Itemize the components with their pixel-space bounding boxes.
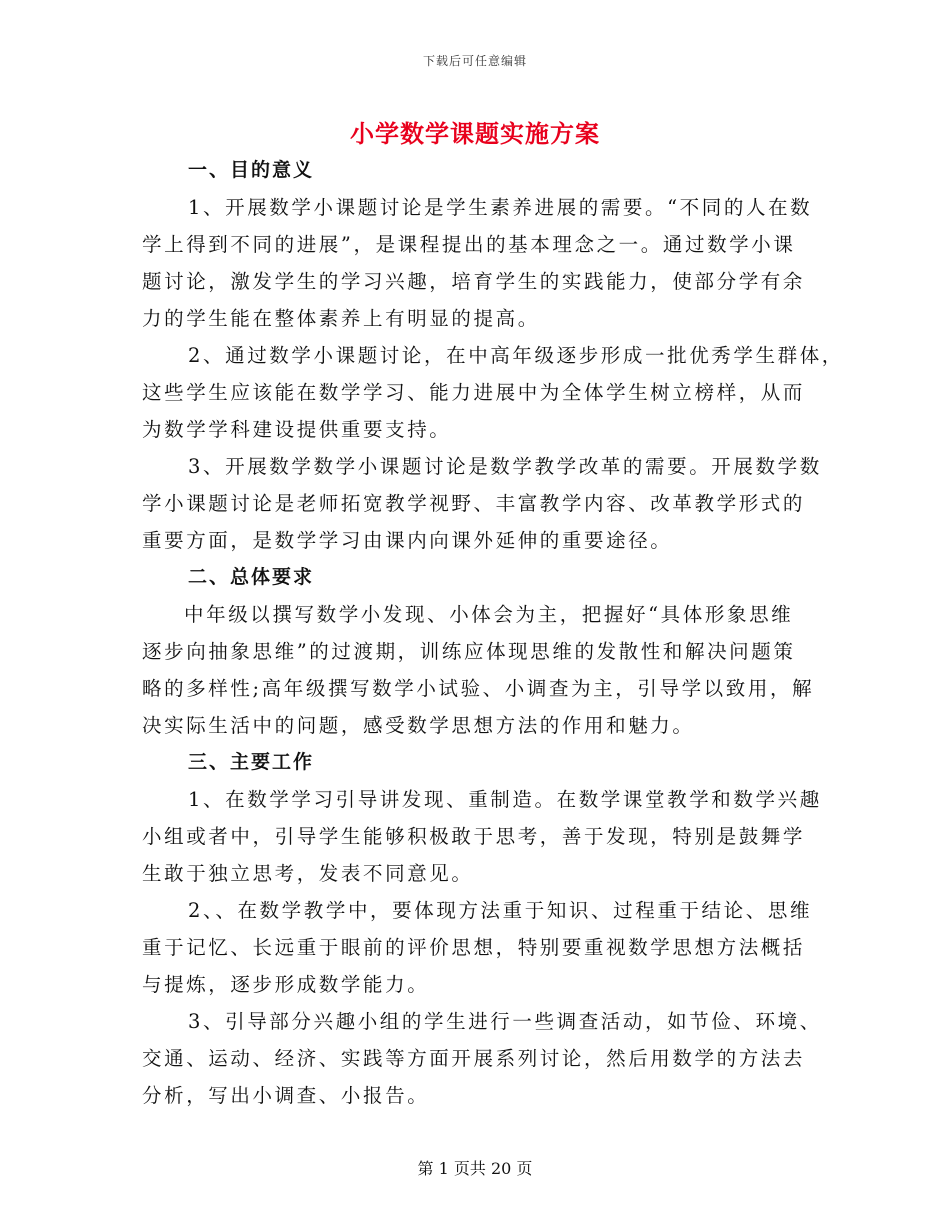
text-line: 学上得到不同的进展”，是课程提出的基本理念之一。通过数学小课 — [142, 233, 796, 256]
text-line: 与提炼，逐步形成数学能力。 — [142, 973, 430, 996]
header-note: 下载后可任意编辑 — [422, 54, 527, 68]
text-line: 分析，写出小调查、小报告。 — [142, 1084, 430, 1107]
text-line: 1、开展数学小课题讨论是学生素养进展的需要。“不同的人在数 — [188, 196, 813, 219]
paragraph — [142, 189, 812, 337]
text-line: 学小课题讨论是老师拓宽教学视野、丰富教学内容、改革教学形式的 — [142, 492, 806, 515]
paragraph — [142, 596, 815, 744]
page-number-footer: 第 1 页共 20 页 — [417, 1159, 533, 1178]
text-line: 交通、运动、经济、实践等方面开展系列讨论，然后用数学的方法去 — [142, 1047, 806, 1070]
text-line: 略的多样性;高年级撰写数学小试验、小调查为主，引导学以致用，解 — [142, 677, 815, 700]
text-line: 重于记忆、长远重于眼前的评价思想，特别要重视数学思想方法概括 — [142, 936, 806, 959]
paragraph — [142, 1003, 822, 1114]
text-line: 为数学学科建设提供重要支持。 — [142, 418, 452, 441]
paragraph — [142, 448, 822, 559]
paragraph — [142, 337, 844, 448]
text-line: 这些学生应该能在数学学习、能力进展中为全体学生树立榜样，从而 — [142, 381, 806, 404]
text-line: 决实际生活中的问题，感受数学思想方法的作用和魅力。 — [142, 714, 695, 737]
text-line: 3、引导部分兴趣小组的学生进行一些调查活动，如节俭、环境、 — [188, 1010, 822, 1033]
text-line: 3、开展数学数学小课题讨论是数学教学改革的需要。开展数学数 — [188, 455, 822, 478]
section-heading-requirements: 二、总体要求 — [188, 566, 315, 588]
section-heading-purpose: 一、目的意义 — [188, 159, 315, 181]
text-line: 2、通过数学小课题讨论，在中高年级逐步形成一批优秀学生群体， — [188, 344, 844, 367]
document-title: 小学数学课题实施方案 — [350, 119, 600, 148]
text-line: 力的学生能在整体素养上有明显的提高。 — [142, 307, 540, 330]
text-line: 小组或者中，引导学生能够积极敢于思考，善于发现，特别是鼓舞学 — [142, 825, 806, 848]
text-line: 生敢于独立思考，发表不同意见。 — [142, 862, 474, 885]
text-line: 1、在数学学习引导讲发现、重制造。在数学课堂教学和数学兴趣 — [188, 788, 822, 811]
text-line: 中年级以撰写数学小发现、小体会为主，把握好“具体形象思维 — [184, 603, 794, 626]
text-line: 重要方面，是数学学习由课内向课外延伸的重要途径。 — [142, 529, 673, 552]
text-line: 2、、在数学教学中，要体现方法重于知识、过程重于结论、思维 — [188, 899, 813, 922]
text-line: 题讨论，激发学生的学习兴趣，培育学生的实践能力，使部分学有余 — [142, 270, 806, 293]
document-body — [142, 152, 844, 1114]
text-line: 逐步向抽象思维”的过渡期，训练应体现思维的发散性和解决问题策 — [142, 640, 796, 663]
paragraph — [142, 781, 822, 892]
section-heading-main-work: 三、主要工作 — [188, 751, 315, 773]
paragraph — [142, 892, 812, 1003]
